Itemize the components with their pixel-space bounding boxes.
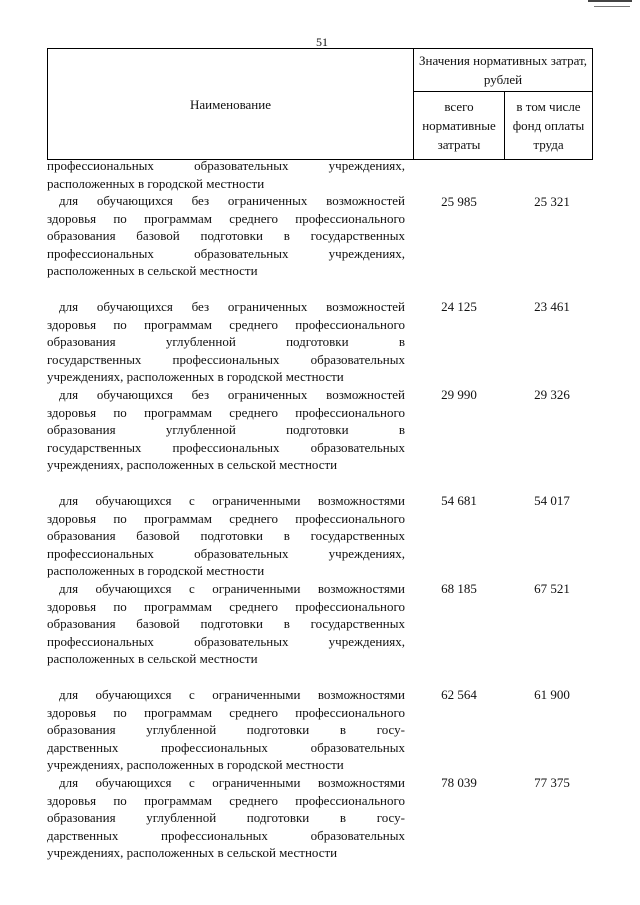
text-line: здоровья по программам среднего профессионального — [47, 510, 405, 526]
text-line: образования углубленной подготовки в — [47, 422, 405, 438]
text-line: профессиональных образовательных учреждениях, — [47, 633, 405, 649]
fund-value: 23 461 — [534, 299, 570, 314]
table-row-label — [47, 192, 405, 280]
header-total-cell: всего нормативные затраты — [413, 91, 505, 160]
text-line: учреждениях, расположенных в сельской местности — [47, 845, 338, 861]
text-line: здоровья по программам среднего профессионального — [47, 704, 405, 720]
text-line: для обучающихся с ограниченными возможностями — [59, 493, 405, 508]
header-name-cell: Наименование — [47, 48, 414, 160]
text-line: образования базовой подготовки в государственных — [47, 528, 405, 544]
table-row-label — [47, 386, 405, 474]
scan-edge-mark-secondary — [594, 6, 630, 7]
text-line: государственных профессиональных образовательных — [47, 351, 405, 367]
text-line: для обучающихся с ограниченными возможностями — [59, 581, 405, 596]
text-line: расположенных в сельской местности — [47, 263, 258, 279]
text-line: здоровья по программам среднего профессионального — [47, 598, 405, 614]
total-value: 62 564 — [441, 687, 477, 702]
text-line: здоровья по программам среднего профессионального — [47, 210, 405, 226]
text-line: расположенных в городской местности — [47, 175, 265, 191]
total-value: 78 039 — [441, 775, 477, 790]
text-line: образования углубленной подготовки в госу- — [47, 810, 405, 826]
total-value: 24 125 — [441, 299, 477, 314]
table-header — [47, 48, 593, 160]
text-line: для обучающихся без ограниченных возможностей — [59, 193, 405, 208]
table-row-label — [47, 580, 405, 668]
text-line: образования базовой подготовки в государственных — [47, 228, 405, 244]
table-row-label — [47, 686, 405, 774]
text-line: профессиональных образовательных учреждениях, — [47, 545, 405, 561]
fund-value: 77 375 — [534, 775, 570, 790]
fund-value: 25 321 — [534, 194, 570, 209]
fund-value: 61 900 — [534, 687, 570, 702]
scan-edge-mark — [588, 0, 632, 2]
header-fund-cell: в том числе фонд оплаты труда — [504, 91, 593, 160]
table-row-label — [47, 492, 405, 580]
total-value: 29 990 — [441, 387, 477, 402]
text-line: для обучающихся с ограниченными возможностями — [59, 687, 405, 702]
text-line: расположенных в городской местности — [47, 563, 265, 579]
text-line: профессиональных образовательных учреждениях, — [47, 245, 405, 261]
text-line: расположенных в сельской местности — [47, 651, 258, 667]
text-line: дарственных профессиональных образовательных — [47, 827, 405, 843]
text-line: для обучающихся с ограниченными возможностями — [59, 775, 405, 790]
text-line: государственных профессиональных образовательных — [47, 439, 405, 455]
text-line: учреждениях, расположенных в городской местности — [47, 369, 344, 385]
fund-value: 67 521 — [534, 581, 570, 596]
continuation-text — [47, 157, 405, 192]
fund-value: 54 017 — [534, 493, 570, 508]
total-value: 68 185 — [441, 581, 477, 596]
table-row-label — [47, 298, 405, 386]
total-value: 54 681 — [441, 493, 477, 508]
fund-value: 29 326 — [534, 387, 570, 402]
page-number: 51 — [316, 35, 328, 49]
text-line: для обучающихся без ограниченных возможностей — [59, 299, 405, 314]
header-values-cell: Значения нормативных затрат, рублей — [413, 48, 593, 92]
total-value: 25 985 — [441, 194, 477, 209]
text-line: здоровья по программам среднего профессионального — [47, 316, 405, 332]
text-line: здоровья по программам среднего профессионального — [47, 404, 405, 420]
text-line: для обучающихся без ограниченных возможностей — [59, 387, 405, 402]
table-row-label — [47, 774, 405, 862]
text-line: учреждениях, расположенных в сельской местности — [47, 457, 338, 473]
text-line: дарственных профессиональных образовательных — [47, 739, 405, 755]
text-line: профессиональных образовательных учреждениях, — [47, 158, 405, 173]
text-line: образования базовой подготовки в государственных — [47, 616, 405, 632]
text-line: здоровья по программам среднего профессионального — [47, 792, 405, 808]
text-line: образования углубленной подготовки в — [47, 334, 405, 350]
text-line: учреждениях, расположенных в городской местности — [47, 757, 344, 773]
text-line: образования углубленной подготовки в госу- — [47, 722, 405, 738]
